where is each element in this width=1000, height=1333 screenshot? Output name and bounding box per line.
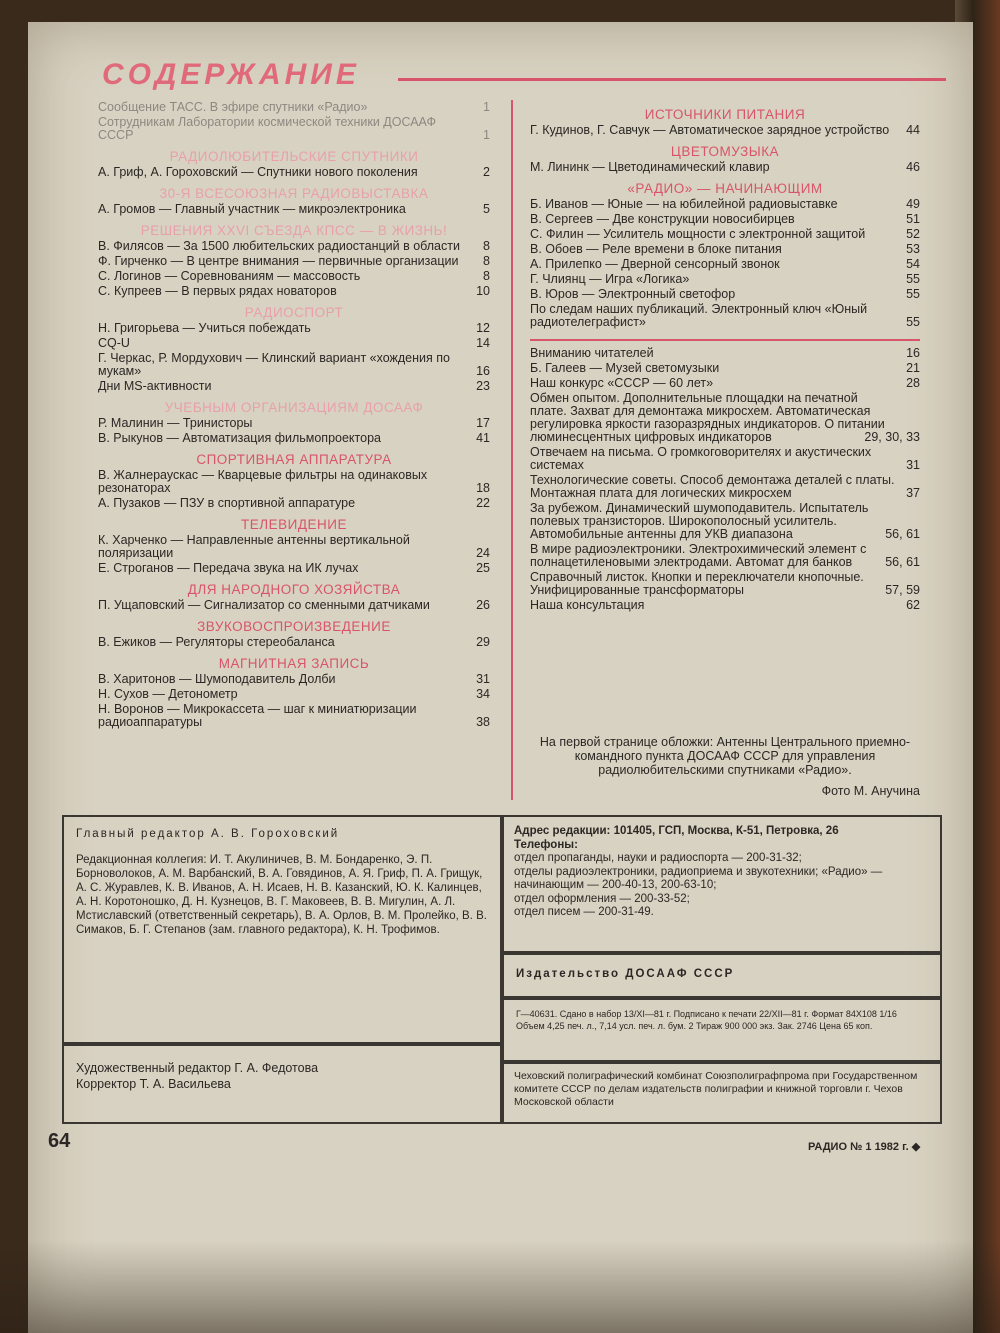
editorial-box [62,815,502,1046]
entry-title: В. Рыкунов — Автоматизация фильмопроектора [98,431,381,445]
entry-page: 26 [476,598,490,612]
entry-page: 25 [476,561,490,575]
section-heading: РАДИОСПОРТ [244,305,344,320]
entry-page: 14 [476,336,490,350]
contents-entry [530,303,920,329]
entry-title: В. Сергеев — Две конструкции новосибирцев [530,212,795,226]
entry-title: М. Лининк — Цветодинамический клавир [530,160,770,174]
address-box [502,815,942,955]
contents-entry [530,124,920,137]
issue-label: РАДИО № 1 1982 г. ◆ [808,1141,921,1153]
section-heading: МАГНИТНАЯ ЗАПИСЬ [218,656,370,671]
contents-entry [98,101,490,114]
contents-entry [98,469,490,495]
contents-entry [98,636,490,649]
entry-title: В. Юров — Электронный светофор [530,287,736,301]
section-heading: ДЛЯ НАРОДНОГО ХОЗЯЙСТВА [187,582,401,597]
contents-entry [98,599,490,612]
entry-page: 23 [476,379,490,393]
entry-title: Е. Строганов — Передача звука на ИК лучах [98,561,359,575]
entry-title: В. Филясов — За 1500 любительских радиостанций в области [98,239,460,253]
entry-page: 55 [906,272,920,286]
entry-page: 18 [476,481,490,495]
contents-entry [98,255,490,268]
entry-page: 16 [476,364,490,378]
entry-title: CQ-U [98,336,130,350]
contents-entry [98,703,490,729]
page-title: СОДЕРЖАНИЕ [102,58,360,91]
contents-entry [530,243,920,256]
contents-entry [98,497,490,510]
entry-title: Г. Черкас, Р. Мордухович — Клинский вариант «хождения по мукам» [98,351,450,378]
entry-page: 28 [906,376,920,390]
entry-title: Сотрудникам Лаборатории космической техники ДОСААФ СССР [98,115,436,142]
address-line: Адрес редакции: 101405, ГСП, Москва, К-51, Петровка, 26 [514,825,839,837]
entry-title: Г. Кудинов, Г. Савчук — Автоматическое зарядное устройство [530,123,890,137]
photo-credit: Фото М. Анучина [821,784,920,798]
column-divider [511,100,513,800]
entry-page: 22 [476,496,490,510]
entry-page: 57, 59 [885,583,920,597]
section-rule [530,339,920,341]
entry-title: Дни MS-активности [98,379,212,393]
contents-entry [530,377,920,390]
entry-title: В мире радиоэлектроники. Электрохимический элемент с полнацетиленовыми электродами. Автомат для банков [530,542,867,569]
entry-title: С. Логинов — Соревнованиям — массовость [98,269,361,283]
section-heading: «РАДИО» — НАЧИНАЮЩИМ [627,181,823,196]
entry-title: А. Громов — Главный участник — микроэлектроника [98,202,406,216]
cover-note: На первой странице обложки: Антенны Центрального приемно-командного пункта ДОСААФ СССР для управления радиолюбительскими спутниками «Радио». [539,735,911,777]
phone-line: отдел писем — 200-31-49. [514,906,654,918]
contents-entry [98,337,490,350]
entry-page: 44 [906,123,920,137]
entry-page: 34 [476,687,490,701]
entry-page: 5 [483,202,490,216]
entry-page: 1 [483,128,490,142]
entry-title: А. Прилепко — Дверной сенсорный звонок [530,257,780,271]
entry-page: 8 [483,239,490,253]
contents-entry [98,432,490,445]
section-heading: ЦВЕТОМУЗЫКА [670,144,780,159]
print-info: Г—40631. Сдано в набор 13/XI—81 г. Подписано к печати 22/XII—81 г. Формат 84Х108 1/16 Объем 4,25 печ. л., 7,14 усл. печ. л. бум. 2 Тираж 900 000 экз. Зак. 2746 Цена 65 коп. [516,1009,897,1031]
entry-title: К. Харченко — Направленные антенны вертикальной поляризации [98,533,410,560]
entry-page: 38 [476,715,490,729]
art-editor: Художественный редактор Г. А. Федотова [76,1061,319,1075]
entry-title: Справочный листок. Кнопки и переключатели кнопочные. Унифицированные трансформаторы [530,570,864,597]
entry-page: 49 [906,197,920,211]
contents-entry [530,362,920,375]
section-heading: ТЕЛЕВИДЕНИЕ [241,517,347,532]
entry-page: 24 [476,546,490,560]
entry-page: 31 [476,672,490,686]
contents-entry [530,288,920,301]
contents-entry [98,562,490,575]
contents-entry [98,203,490,216]
contents-entry [98,688,490,701]
contents-entry [98,116,490,142]
entry-title: А. Гриф, А. Гороховский — Спутники нового поколения [98,165,418,179]
entry-title: Отвечаем на письма. О громкоговорителях и акустических системах [530,445,872,472]
contents-left-column [98,100,490,731]
contents-entry [98,380,490,393]
phone-line: отделы радиоэлектроники, радиоприема и звукотехники; «Радио» — начинающим — 200-40-13, 200-63-10; [514,865,883,891]
entry-title: С. Филин — Усилитель мощности с электронной защитой [530,227,866,241]
entry-page: 12 [476,321,490,335]
editorial-board: Редакционная коллегия: И. Т. Акулиничев, В. М. Бондаренко, Э. П. Борноволоков, А. М. Варбанский, В. А. Говядинов, А. Я. Гриф, П. А. Грищук, А. С. Журавлев, К. В. Иванов, А. Н. Исаев, Н. В. Казанский, Ю. К. Калинцев, А. Н. Коротоношко, Д. Н. Кузнецов, В. Г. Маковеев, В. В. Мигулин, А. Л. Мстиславский (ответственный секретарь), В. А. Орлов, В. М. Пролейко, В. В. Симаков, Б. Г. Степанов (зам. главного редактора), К. Н. Трофимов. [76,854,487,936]
entry-page: 29, 30, 33 [864,430,920,444]
entry-page: 62 [906,598,920,612]
entry-page: 29 [476,635,490,649]
contents-entry [98,240,490,253]
entry-title: П. Ущаповский — Сигнализатор со сменными датчиками [98,598,430,612]
contents-entry [98,166,490,179]
contents-entry [98,322,490,335]
entry-title: В. Обоев — Реле времени в блоке питания [530,242,782,256]
contents-entry [530,392,920,444]
entry-title: Сообщение ТАСС. В эфире спутники «Радио» [98,100,368,114]
entry-page: 46 [906,160,920,174]
section-heading: ИСТОЧНИКИ ПИТАНИЯ [644,107,806,122]
entry-page: 53 [906,242,920,256]
phone-line: отдел пропаганды, науки и радиоспорта — 200-31-32; [514,852,802,864]
print-box [502,996,942,1064]
entry-title: Б. Галеев — Музей светомузыки [530,361,720,375]
publisher: Издательство ДОСААФ СССР [516,968,735,980]
plant-box [502,1060,942,1124]
entry-title: Обмен опытом. Дополнительные площадки на печатной плате. Захват для демонтажа микросхем. Автоматическая регулировка яркости газоразрядных индикаторов. О питании люминесцентных цифровых индикаторов [530,391,885,444]
entry-page: 56, 61 [885,527,920,541]
entry-title: Р. Малинин — Тринисторы [98,416,253,430]
publisher-box [502,951,942,1000]
entry-title: Г. Члиянц — Игра «Логика» [530,272,690,286]
entry-title: Н. Сухов — Детонометр [98,687,238,701]
entry-title: Н. Григорьева — Учиться побеждать [98,321,311,335]
section-heading: 30-Я ВСЕСОЮЗНАЯ РАДИОВЫСТАВКА [159,186,429,201]
contents-entry [530,273,920,286]
contents-entry [530,474,920,500]
entry-title: Наш конкурс «СССР — 60 лет» [530,376,714,390]
entry-page: 41 [476,431,490,445]
entry-title: Б. Иванов — Юные — на юбилейной радиовыставке [530,197,838,211]
entry-title: За рубежом. Динамический шумоподавитель. Испытатель полевых транзисторов. Широкополосный усилитель. Автомобильные антенны для УКВ диапазона [530,501,869,541]
entry-page: 8 [483,269,490,283]
contents-entry [530,543,920,569]
phone-line: отдел оформления — 200-33-52; [514,892,690,905]
entry-page: 21 [906,361,920,375]
contents-entry [530,213,920,226]
entry-page: 56, 61 [885,555,920,569]
title-rule [398,78,946,81]
contents-entry [98,534,490,560]
entry-page: 55 [906,287,920,301]
contents-entry [530,258,920,271]
page-number: 64 [48,1130,71,1152]
entry-title: Ф. Гирченко — В центре внимания — первичные организации [98,254,459,268]
contents-entry [530,599,920,612]
chief-editor: Главный редактор А. В. Гороховский [76,828,340,840]
entry-title: В. Ежиков — Регуляторы стереобаланса [98,635,335,649]
entry-title: С. Купреев — В первых рядах новаторов [98,284,337,298]
section-heading: УЧЕБНЫМ ОРГАНИЗАЦИЯМ ДОСААФ [164,400,424,415]
cover-note-block [530,735,920,798]
contents-entry [98,285,490,298]
contents-entry [98,352,490,378]
contents-entry [530,347,920,360]
contents-entry [98,270,490,283]
section-heading: СПОРТИВНАЯ АППАРАТУРА [196,452,392,467]
plant-info: Чеховский полиграфический комбинат Союзполиграфпрома при Государственном комитете СССР по делам издательств полиграфии и книжной торговли г. Чехов Московской области [514,1070,918,1108]
entry-title: А. Пузаков — ПЗУ в спортивной аппаратуре [98,496,356,510]
contents-entry [530,161,920,174]
entry-page: 52 [906,227,920,241]
contents-entry [98,673,490,686]
entry-title: В. Харитонов — Шумоподавитель Долби [98,672,336,686]
entry-page: 17 [476,416,490,430]
entry-title: Наша консультация [530,598,645,612]
entry-page: 37 [906,486,920,500]
entry-page: 54 [906,257,920,271]
entry-page: 55 [906,315,920,329]
contents-entry [530,571,920,597]
contents-entry [530,228,920,241]
entry-page: 51 [906,212,920,226]
contents-entry [530,198,920,211]
section-heading: РЕШЕНИЯ XXVI СЪЕЗДА КПСС — В ЖИЗНЬ! [140,223,448,238]
entry-page: 2 [483,165,490,179]
phones-label: Телефоны: [514,838,578,851]
entry-page: 10 [476,284,490,298]
contents-entry [530,446,920,472]
entry-page: 1 [483,100,490,114]
entry-title: По следам наших публикаций. Электронный ключ «Юный радиотелеграфист» [530,302,868,329]
entry-title: Технологические советы. Способ демонтажа деталей с платы. Монтажная плата для логических микросхем [530,473,895,500]
art-box [62,1042,502,1124]
contents-right-column [530,100,920,614]
entry-page: 16 [906,346,920,360]
contents-entry [530,502,920,541]
corrector: Корректор Т. А. Васильева [76,1077,231,1091]
entry-title: Н. Воронов — Микрокассета — шаг к миниатюризации радиоаппаратуры [98,702,417,729]
entry-page: 8 [483,254,490,268]
entry-page: 31 [906,458,920,472]
entry-title: Вниманию читателей [530,346,654,360]
section-heading: РАДИОЛЮБИТЕЛЬСКИЕ СПУТНИКИ [169,149,419,164]
entry-title: В. Жалнераускас — Кварцевые фильтры на одинаковых резонаторах [98,468,428,495]
section-heading: ЗВУКОВОСПРОИЗВЕДЕНИЕ [197,619,391,634]
contents-entry [98,417,490,430]
